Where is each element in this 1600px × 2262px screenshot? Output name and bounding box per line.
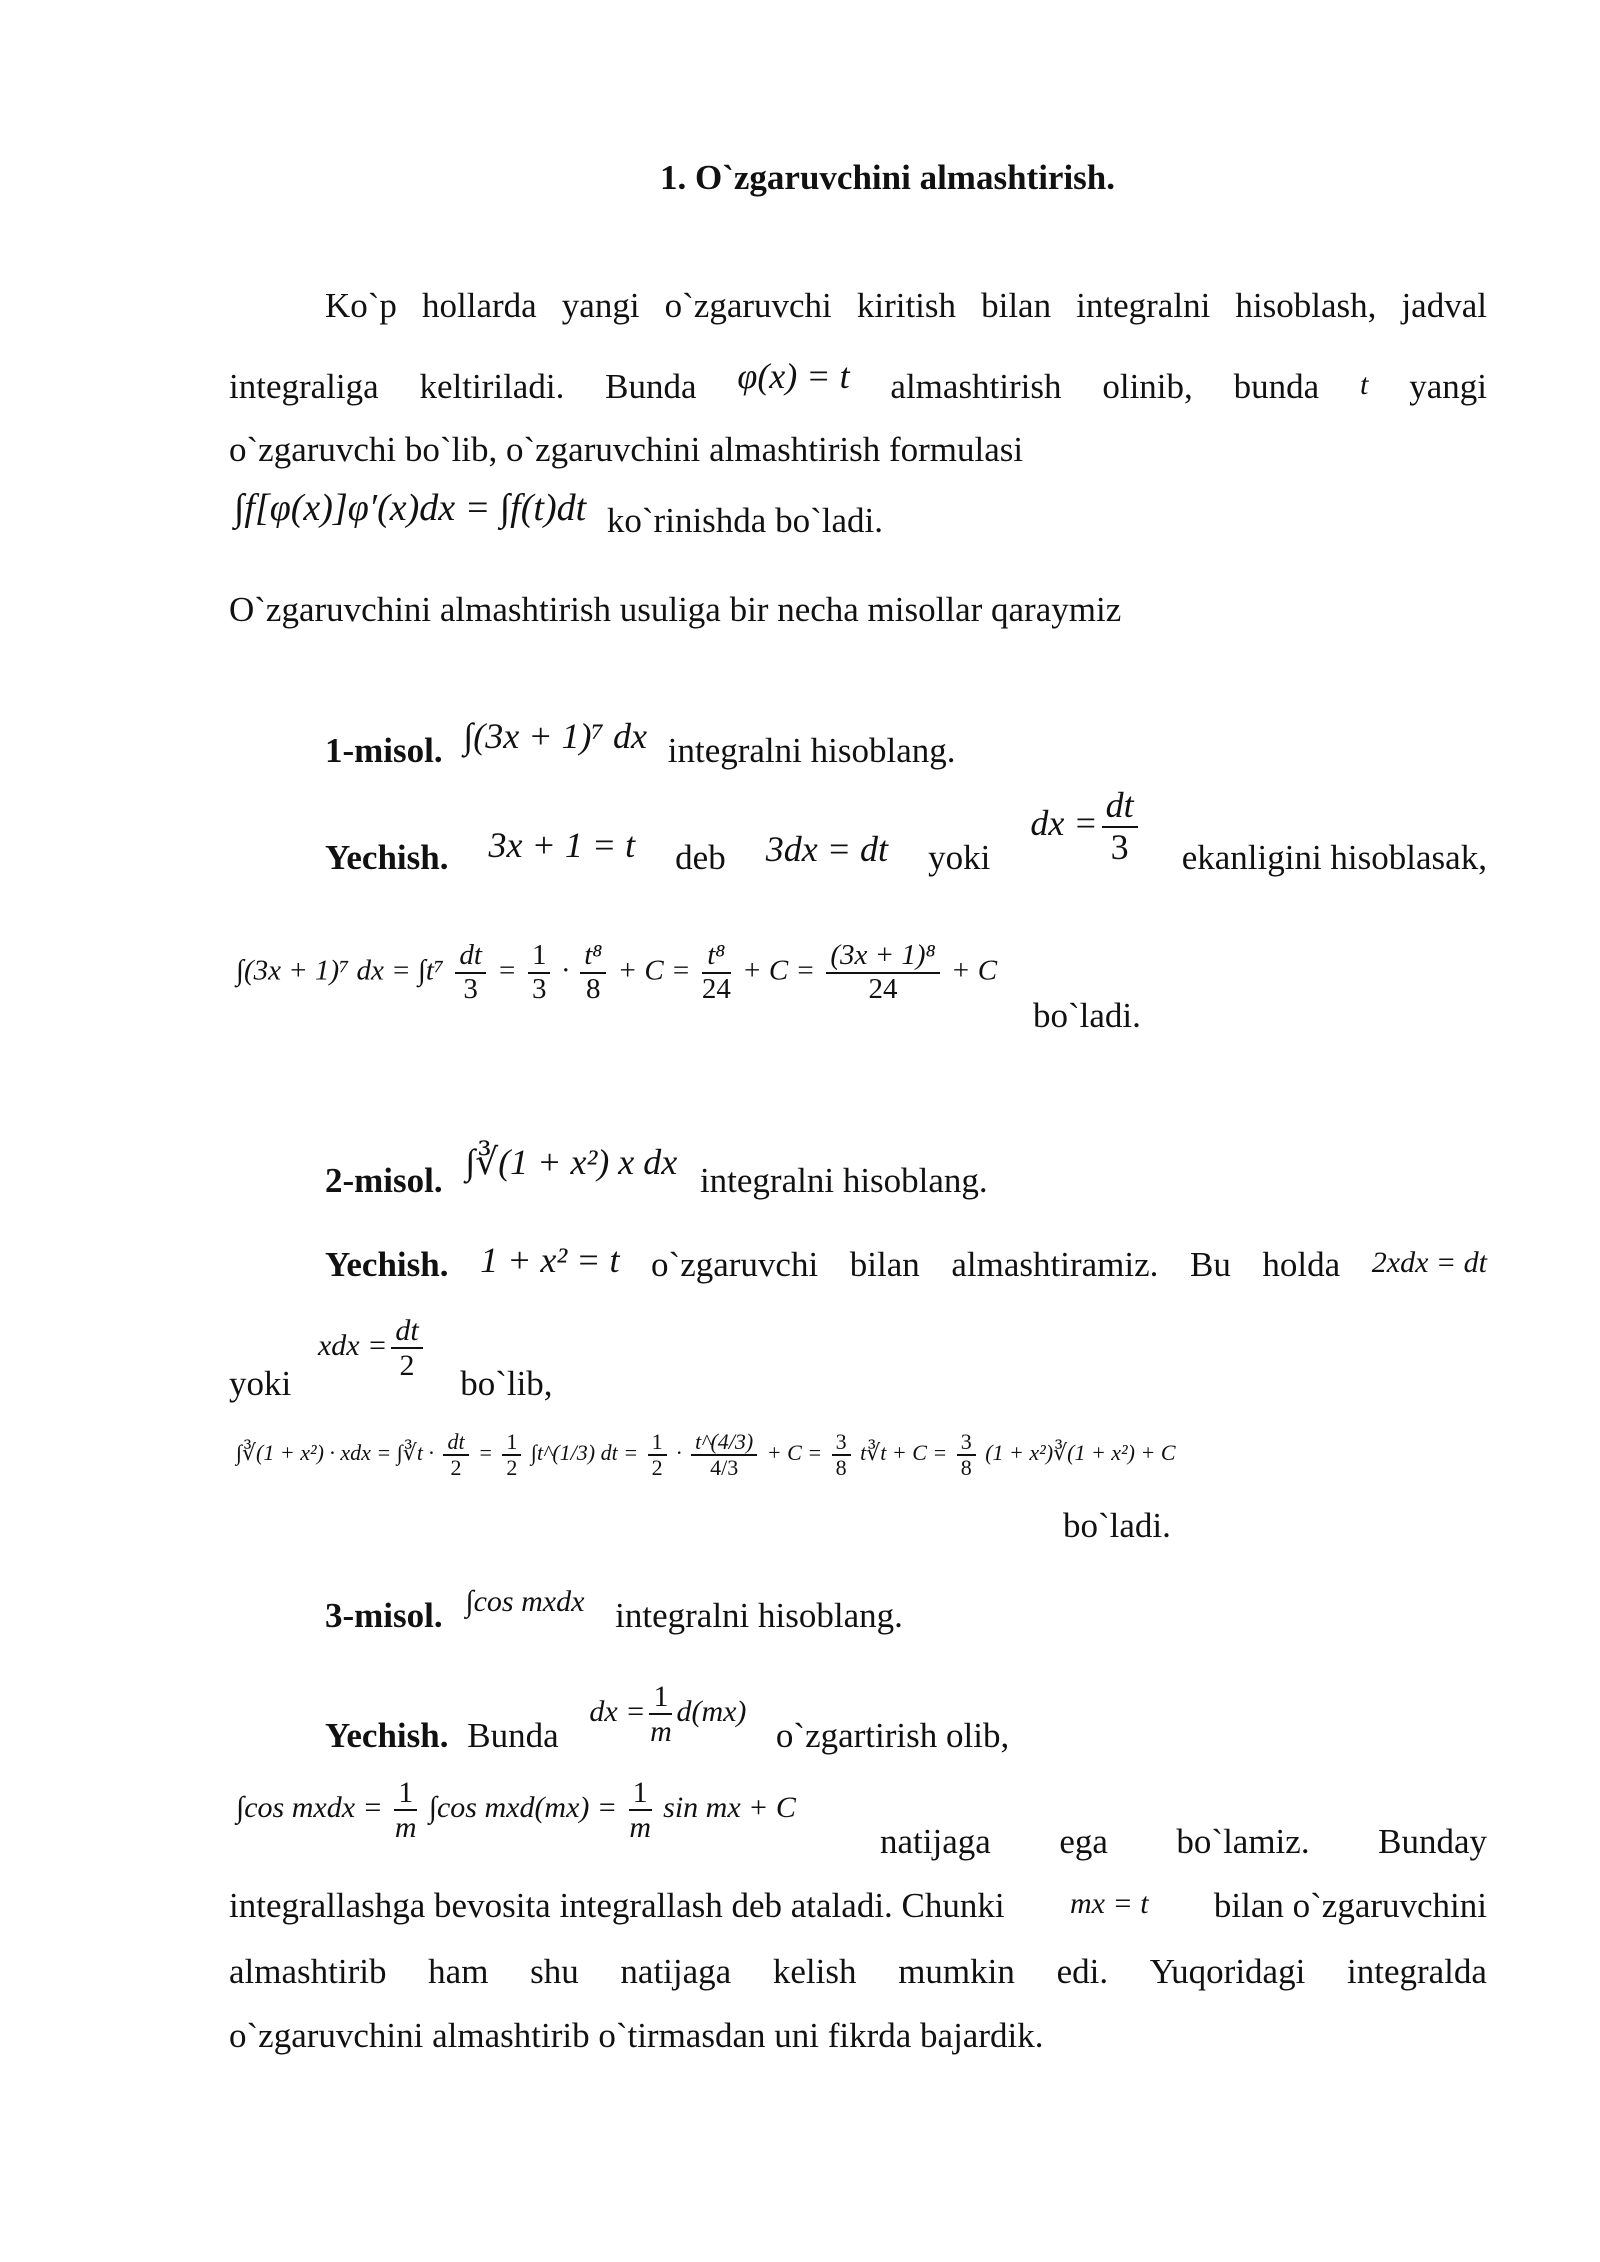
example-1-differential: 3dx = dt — [765, 828, 889, 869]
example-2-differential: 2xdx = dt — [1371, 1246, 1487, 1279]
word: Bu — [1189, 1245, 1231, 1284]
fraction — [832, 1430, 851, 1480]
intro-line-5: O`zgaruvchini almashtirish usuliga bir necha misollar qaraymiz — [229, 590, 1122, 629]
intro-line-1 — [325, 286, 1487, 326]
denominator: 24 — [701, 972, 731, 1005]
example-3-integral: ∫cos mxdx — [465, 1585, 585, 1618]
word: edi. — [1056, 1952, 1109, 1991]
word: yangi — [1409, 367, 1487, 406]
example-3-line-2 — [229, 1886, 1487, 1928]
example-2-calculation — [236, 1430, 1176, 1480]
denominator: m — [629, 1811, 651, 1844]
numerator: 3 — [832, 1430, 851, 1456]
calc-part: + C = — [742, 954, 816, 987]
denominator: 2 — [450, 1455, 462, 1481]
word: almashtirish — [890, 367, 1062, 406]
example-2-solution — [325, 1240, 1487, 1287]
dx-tail: d(mx) — [676, 1694, 747, 1728]
denominator: m — [650, 1715, 672, 1748]
numerator: t⁸ — [580, 940, 606, 974]
word: bo`lamiz. — [1176, 1822, 1310, 1861]
example-1-solution — [325, 785, 1487, 900]
numerator: 1 — [502, 1430, 521, 1456]
fraction — [648, 1430, 667, 1480]
word: holda — [1262, 1245, 1341, 1284]
example-2-task: integralni hisoblang. — [699, 1161, 988, 1200]
calc-part: = — [478, 1440, 493, 1466]
fraction — [394, 1776, 417, 1844]
word: integraliga — [229, 367, 379, 406]
calc-part: ∫∛(1 + x²) · xdx = ∫∛t · — [236, 1440, 434, 1466]
word: integralda — [1347, 1952, 1487, 1991]
word: almashtiramiz. — [951, 1245, 1159, 1284]
numerator: t^(4/3) — [691, 1430, 757, 1456]
dx-fraction — [1102, 786, 1138, 867]
word: Yuqoridagi — [1149, 1952, 1306, 1991]
example-2-integral: ∫∛(1 + x²) x dx — [465, 1142, 678, 1182]
calc-part: + C = — [766, 1440, 823, 1466]
calc-part: + C — [950, 954, 998, 987]
calc-part: ∫(3x + 1)⁷ dx = ∫t⁷ — [236, 954, 445, 987]
denominator: 2 — [399, 1349, 415, 1382]
variable-t: t — [1360, 368, 1369, 401]
example-2-xdx-expression — [317, 1314, 434, 1382]
section-title: 1. O`zgaruvchini almashtirish. — [660, 158, 1116, 197]
example-3-label: 3-misol. — [325, 1596, 443, 1635]
example-1-dx-expression — [1030, 786, 1141, 867]
change-of-variable-formula: ∫f[φ(x)]φ′(x)dx = ∫f(t)dt — [234, 487, 587, 529]
dx-lhs: dx = — [1030, 802, 1098, 843]
word: ega — [1059, 1822, 1108, 1861]
calc-part: ∫cos mxdx = — [236, 1790, 383, 1824]
intro-line-4-tail: ko`rinishda bo`ladi. — [606, 501, 883, 540]
example-1-solution-label: Yechish. — [325, 837, 449, 877]
denominator: 8 — [586, 972, 601, 1005]
example-2-line-3 — [229, 1310, 553, 1403]
calc-part: ∫t^(1/3) dt = — [530, 1440, 639, 1466]
word: keltiriladi. — [419, 367, 565, 406]
example-2-substitution: 1 + x² = t — [480, 1240, 620, 1280]
word: o`zgaruvchi — [651, 1245, 819, 1284]
word: kiritish — [856, 286, 957, 325]
example-1-header — [325, 716, 956, 771]
fraction — [826, 940, 939, 1006]
fraction — [502, 1430, 521, 1480]
example-3-task: integralni hisoblang. — [615, 1596, 903, 1635]
example-1-integral: ∫(3x + 1)⁷ dx — [463, 716, 647, 756]
example-2-result: bo`ladi. — [1063, 1506, 1171, 1545]
numerator: dt — [455, 940, 486, 974]
text-segment: integrallashga bevosita integrallash deb ataladi. Chunki — [229, 1886, 1005, 1925]
denominator: 3 — [463, 972, 478, 1005]
fraction — [691, 1430, 757, 1480]
numerator: 1 — [394, 1776, 417, 1811]
numerator: 3 — [957, 1430, 976, 1456]
denominator: 8 — [960, 1455, 972, 1481]
numerator: dt — [391, 1314, 422, 1349]
word: jadval — [1401, 286, 1487, 325]
denominator: 3 — [1110, 826, 1129, 867]
word: mumkin — [898, 1952, 1015, 1991]
example-1-tail: ekanligini hisoblasak, — [1181, 837, 1487, 877]
calc-part: + C = — [617, 954, 691, 987]
calc-part: = — [497, 954, 517, 987]
word: Bunda — [467, 1715, 559, 1755]
numerator: 1 — [649, 1680, 672, 1715]
word: bilan — [981, 286, 1052, 325]
example-1-calculation — [236, 940, 997, 1006]
fraction — [580, 940, 606, 1006]
numerator: 1 — [648, 1430, 667, 1456]
word: yoki — [928, 837, 991, 877]
example-3-tail: o`zgartirish olib, — [775, 1715, 1010, 1755]
example-1-label: 1-misol. — [325, 731, 443, 770]
example-1-result: bo`ladi. — [1033, 996, 1141, 1035]
fraction — [629, 1776, 652, 1844]
word: hisoblash, — [1235, 286, 1377, 325]
fraction — [957, 1430, 976, 1480]
word: deb — [675, 837, 726, 877]
example-3-solution — [325, 1680, 1010, 1774]
numerator: (3x + 1)⁸ — [826, 940, 939, 974]
denominator: 2 — [651, 1455, 663, 1481]
word: natijaga — [620, 1952, 732, 1991]
example-1-substitution: 3x + 1 = t — [488, 824, 636, 865]
text-segment: bilan o`zgaruvchini — [1213, 1886, 1487, 1925]
word: o`zgaruvchi — [664, 286, 832, 325]
xdx-fraction — [391, 1314, 422, 1382]
denominator: 24 — [868, 972, 898, 1005]
denominator: m — [394, 1811, 417, 1844]
example-2-header — [325, 1142, 988, 1201]
example-3-header — [325, 1585, 903, 1638]
intro-line-4 — [234, 487, 883, 541]
word: almashtirib — [229, 1952, 387, 1991]
word: integralni — [1076, 286, 1211, 325]
calc-part: · — [676, 1440, 682, 1466]
word: Ko`p — [325, 286, 397, 325]
intro-line-3: o`zgaruvchi bo`lib, o`zgaruvchini almashtirish formulasi — [229, 430, 1024, 469]
denominator: 3 — [531, 972, 547, 1005]
word: yoki — [229, 1363, 292, 1403]
fraction — [455, 940, 486, 1006]
numerator: 1 — [629, 1776, 652, 1811]
word: yangi — [561, 286, 640, 325]
xdx-lhs: xdx = — [317, 1328, 388, 1362]
word: shu — [530, 1952, 579, 1991]
calc-part: t∛t + C = — [860, 1440, 948, 1466]
dx-fraction — [649, 1680, 672, 1748]
word: bo`lib, — [460, 1363, 553, 1403]
intro-line-2 — [229, 356, 1487, 409]
word: Bunda — [605, 367, 697, 406]
calc-part: (1 + x²)∛(1 + x²) + C — [985, 1440, 1176, 1466]
word: ham — [428, 1952, 489, 1991]
example-1-task: integralni hisoblang. — [667, 731, 956, 770]
example-2-label: 2-misol. — [325, 1161, 443, 1200]
fraction — [528, 940, 551, 1006]
denominator: 2 — [506, 1455, 518, 1481]
word: natijaga — [880, 1822, 991, 1861]
fraction — [702, 940, 731, 1006]
example-3-line-4: o`zgaruvchini almashtirib o`tirmasdan uni fikrda bajardik. — [229, 2016, 1044, 2055]
denominator: 4/3 — [710, 1455, 739, 1481]
example-3-substitution: mx = t — [1069, 1887, 1149, 1920]
word: kelish — [772, 1952, 857, 1991]
example-3-calculation — [236, 1776, 796, 1844]
word: olinib, — [1102, 367, 1193, 406]
numerator: dt — [443, 1430, 468, 1456]
substitution-formula: φ(x) = t — [737, 356, 850, 396]
calc-part: sin mx + C — [663, 1790, 796, 1824]
word: hollarda — [422, 286, 537, 325]
example-3-solution-label: Yechish. — [325, 1715, 449, 1755]
numerator: dt — [1102, 786, 1138, 828]
numerator: 1 — [528, 940, 551, 974]
fraction — [443, 1430, 468, 1480]
calc-part: · — [561, 954, 569, 987]
example-2-solution-label: Yechish. — [325, 1245, 449, 1284]
word: bunda — [1233, 367, 1320, 406]
example-3-line-3 — [229, 1952, 1487, 1992]
example-3-line-words — [880, 1822, 1487, 1862]
dx-lhs: dx = — [589, 1694, 646, 1728]
example-3-dx-expression — [589, 1680, 754, 1748]
word: Bunday — [1378, 1822, 1487, 1861]
denominator: 8 — [835, 1455, 847, 1481]
calc-part: ∫cos mxd(mx) = — [428, 1790, 618, 1824]
word: bilan — [849, 1245, 920, 1284]
numerator: t⁸ — [702, 940, 731, 974]
